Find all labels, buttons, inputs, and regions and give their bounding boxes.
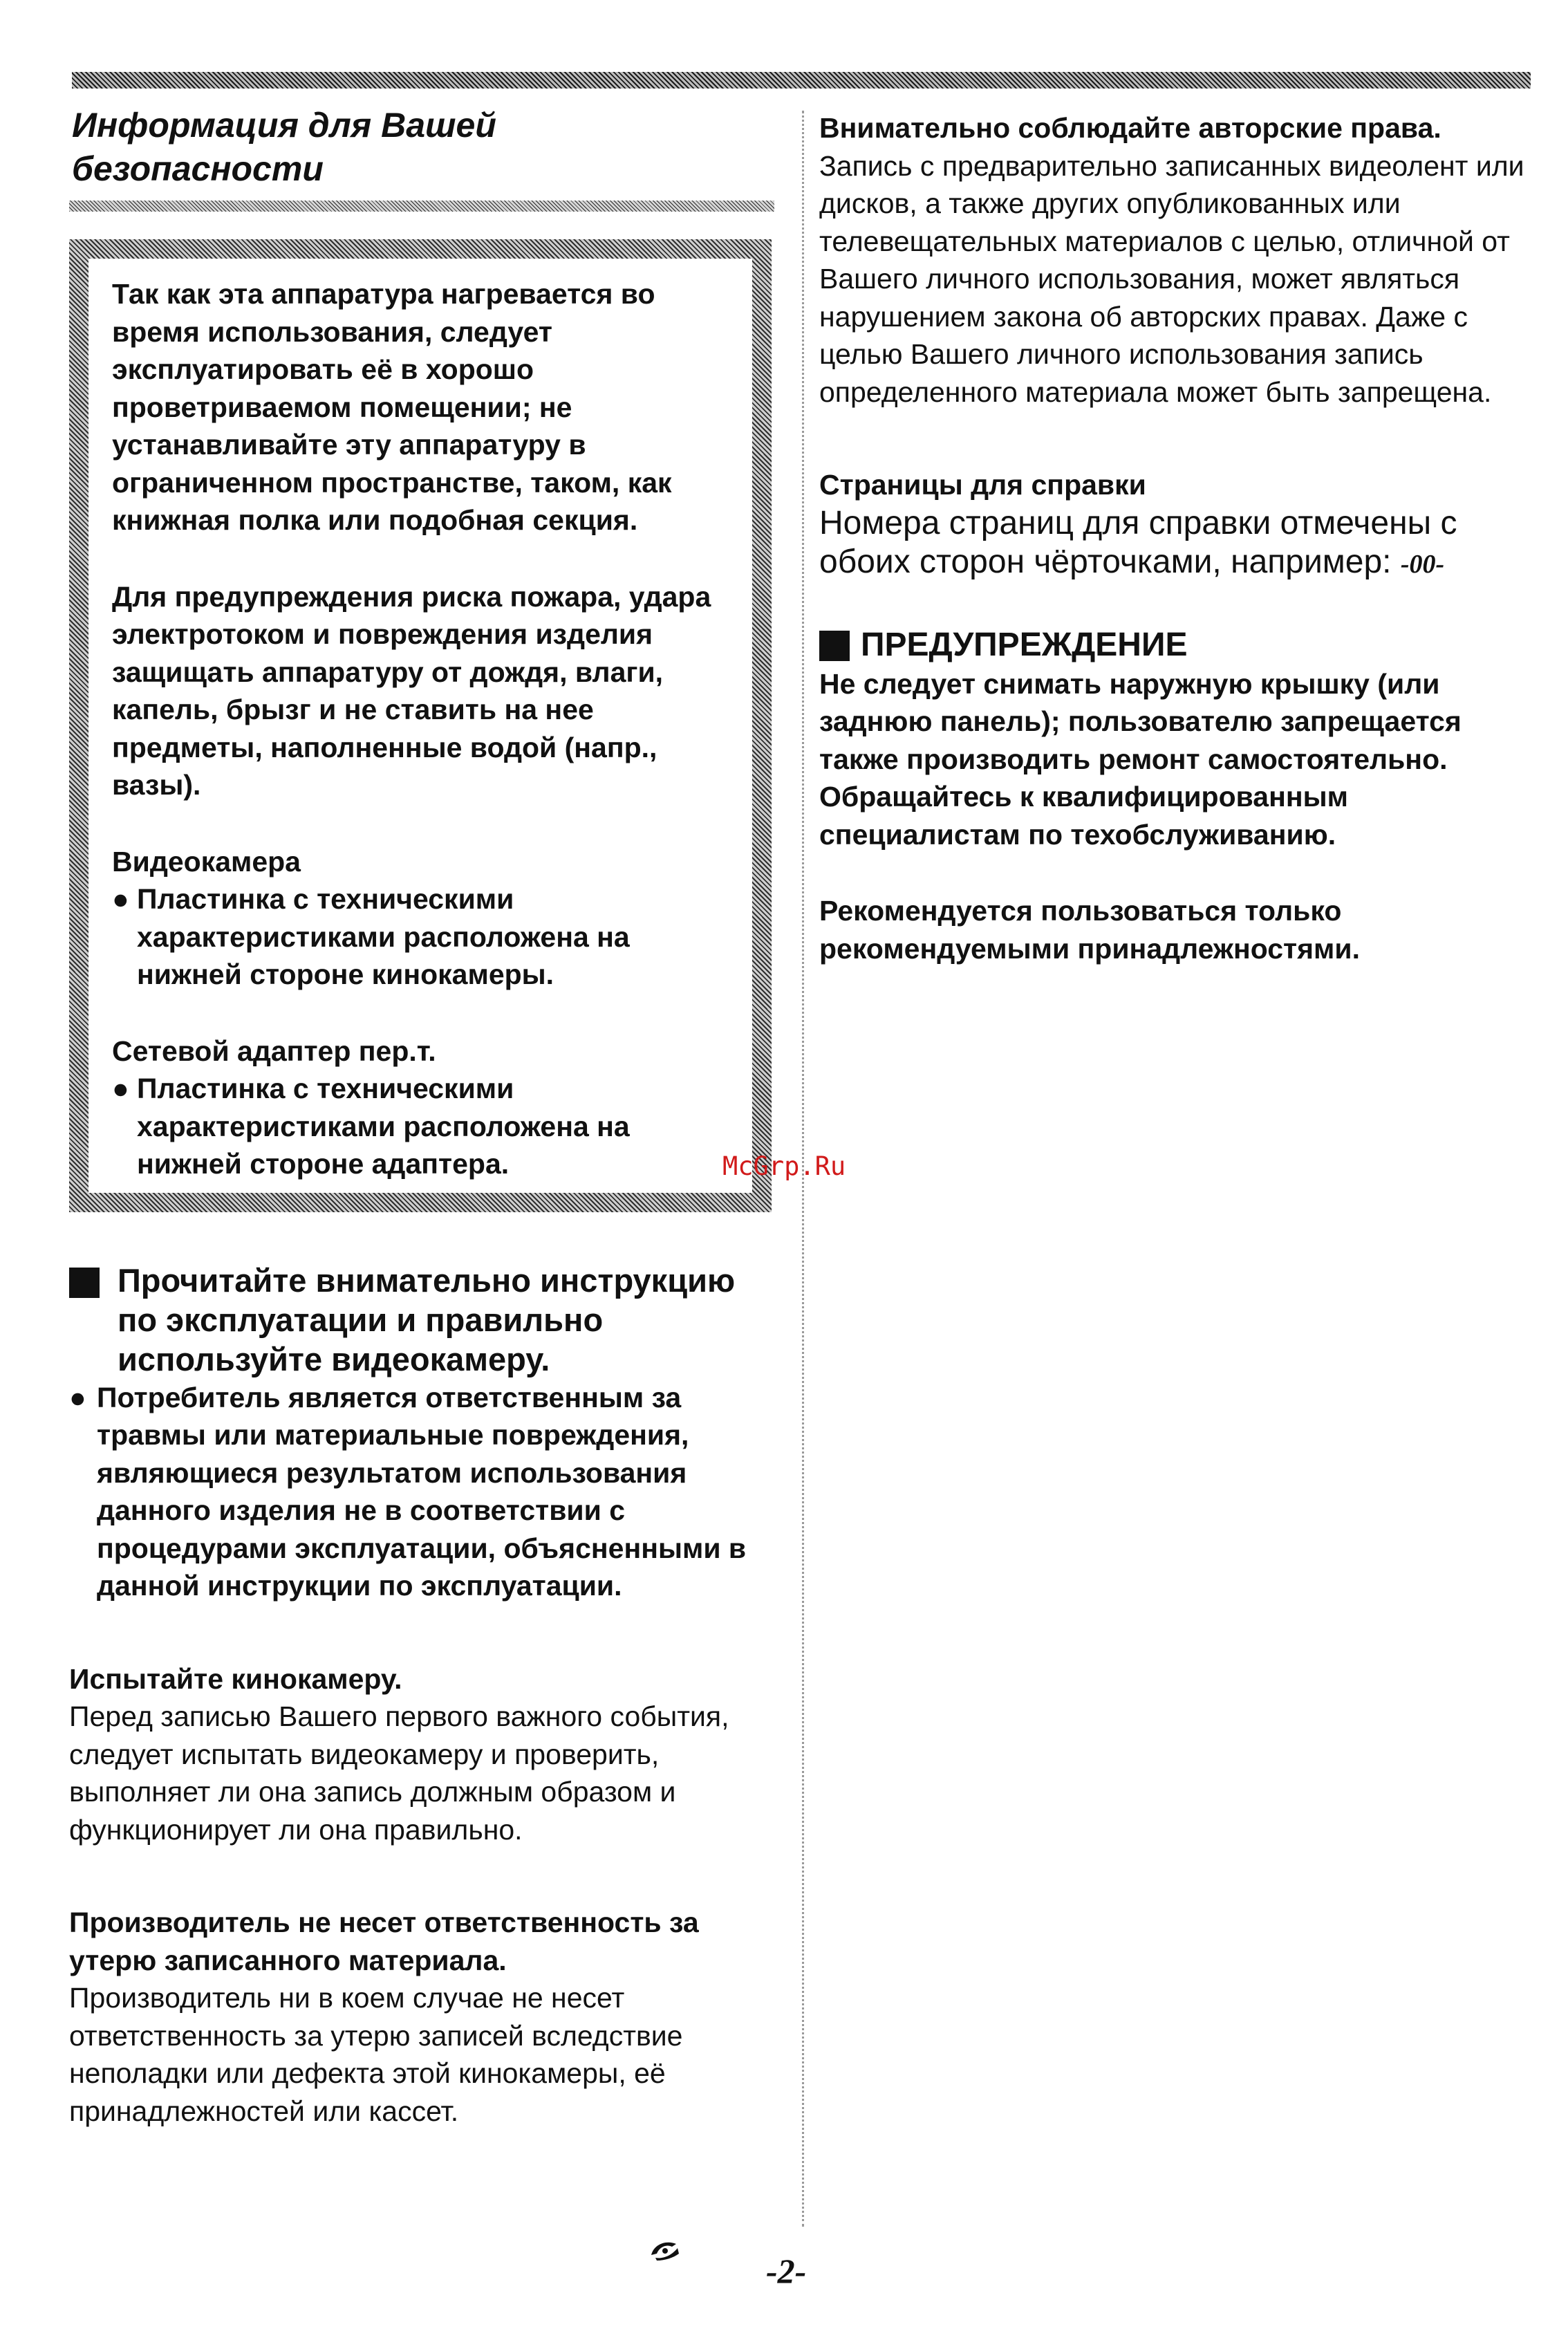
- camera-heading: Видеокамера: [112, 845, 301, 878]
- square-bullet-icon: [819, 631, 850, 661]
- copyright-heading: Внимательно соблюдайте авторские права.: [819, 112, 1441, 144]
- warning-accessories: Рекомендуется пользоваться только рекомендуемыми принадлежностями.: [819, 895, 1360, 965]
- bullet-icon: ●: [112, 1073, 129, 1104]
- camera-rating-text: Пластинка с техническими характеристиками расположена на нижней стороне кинокамеры.: [137, 883, 630, 990]
- left-column: [69, 104, 781, 2130]
- square-bullet-icon: [69, 1268, 100, 1298]
- adapter-heading: Сетевой адаптер пер.т.: [112, 1034, 436, 1067]
- read-instructions-heading: [69, 1261, 781, 1379]
- reference-body-text: Номера страниц для справки отмечены с обоих сторон чёрточками, например:: [819, 504, 1457, 580]
- read-instructions-heading-text: Прочитайте внимательно инструкцию по эксплуатации и правильно используйте видеокамеру.: [118, 1261, 736, 1377]
- warning-heading: [819, 625, 1531, 665]
- bullet-icon: ●: [69, 1381, 86, 1413]
- adapter-rating-text: Пластинка с техническими характеристиками расположена на нижней стороне адаптера.: [137, 1073, 630, 1180]
- right-column: [819, 109, 1531, 967]
- bullet-icon: ●: [112, 883, 129, 915]
- title-underline-hatch: [69, 201, 774, 212]
- copyright-body: Запись с предварительно записанных видеолент или дисков, а также других опубликованных или телевещательных материалов с целью, отличной от Вашего личного использования, может являться нарушением закона об авторских правах. Даже с целью Вашего личного использования запись определенного материала может быть запрещена.: [819, 149, 1524, 408]
- safety-box: [69, 239, 772, 1212]
- responsibility-text: Потребитель является ответственным за травмы или материальные повреждения, являющиеся результатом использования данного изделия не в соответствии с процедурами эксплуатации, объясненными в данной инструкции по эксплуатации.: [97, 1381, 747, 1602]
- watermark: McGrp.Ru: [722, 1151, 846, 1181]
- warning-heading-text: ПРЕДУПРЕЖДЕНИЕ: [861, 626, 1188, 663]
- warning-service: Обращайтесь к квалифицированным специалистам по техобслуживанию.: [819, 781, 1348, 851]
- reference-example: -00-: [1400, 549, 1445, 579]
- fire-warning: Для предупреждения риска пожара, удара электротоком и повреждения изделия защищать аппаратуру от дождя, влаги, капель, брызг и не ставить на нее предметы, наполненные водой (напр., вазы).: [112, 580, 711, 801]
- adapter-rating-bullet: [112, 1070, 736, 1183]
- liability-body: Производитель ни в коем случае не несет ответственность за утерю записей вследствие неполадки или дефекта этой кинокамеры, её принадлежностей или кассет.: [69, 1982, 683, 2127]
- test-heading: Испытайте кинокамеру.: [69, 1662, 402, 1695]
- page-title: Информация для Вашей безопасности: [72, 106, 496, 188]
- reference-body: [819, 504, 1531, 584]
- recycle-logo-icon: [648, 2237, 680, 2261]
- responsibility-bullet: [69, 1379, 781, 1605]
- top-hatch-bar: [72, 72, 1531, 89]
- ventilation-warning: Так как эта аппаратура нагревается во время использования, следует эксплуатировать её в хорошо проветриваемом помещении; не устанавливайте эту аппаратуру в ограниченном пространстве, таком, как книжная полка или подобная секция.: [112, 278, 672, 536]
- page-number: -2-: [766, 2252, 807, 2290]
- liability-heading: Производитель не несет ответственность за утерю записанного материала.: [69, 1906, 699, 1976]
- reference-heading: Страницы для справки: [819, 469, 1146, 501]
- test-body: Перед записью Вашего первого важного события, следует испытать видеокамеру и проверить, выполняет ли она запись должным образом и функционирует ли она правильно.: [69, 1700, 729, 1846]
- camera-rating-bullet: [112, 880, 736, 994]
- warning-cover: Не следует снимать наружную крышку (или заднюю панель); пользователю запрещается также производить ремонт самостоятельно.: [819, 667, 1462, 775]
